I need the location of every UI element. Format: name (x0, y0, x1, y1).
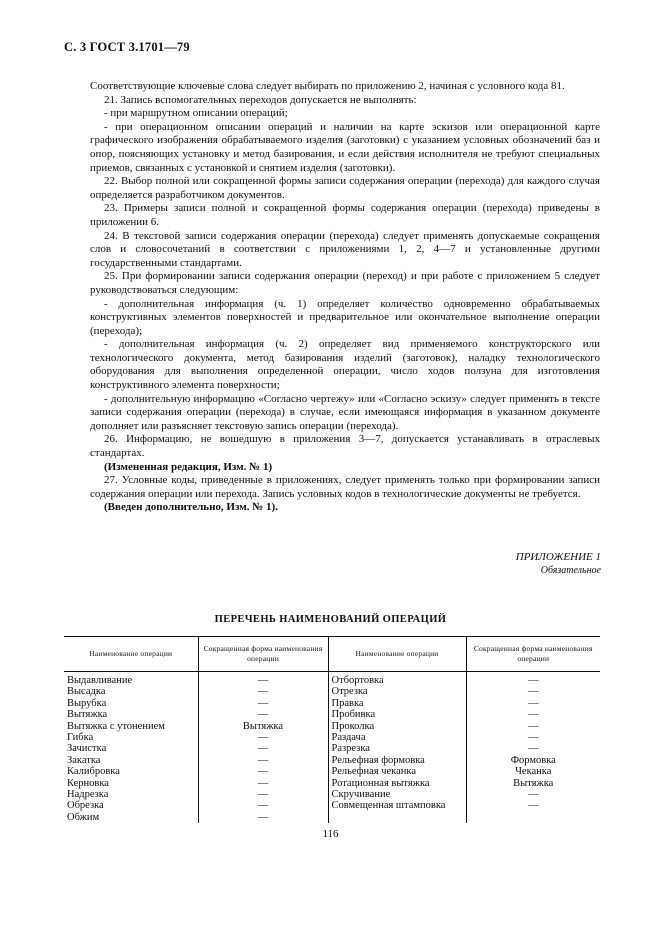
header-operation-name-2: Наименование операции (328, 637, 466, 672)
short-form-cell: — (198, 672, 328, 687)
short-form-cell: Формовка (466, 755, 600, 766)
paragraph: 25. При формировании записи содержания операции (переход) и при работе с приложением 5 следует руководствоваться следующим: (90, 270, 600, 296)
operation-name-cell: Рельефная чеканка (328, 766, 466, 777)
operation-name-cell: Обжим (67, 811, 100, 823)
paragraph: 21. Запись вспомогательных переходов допускается не выполнять: (104, 93, 417, 106)
operation-name-cell: Скручивание (328, 789, 466, 800)
short-form-cell: — (198, 766, 328, 777)
table-row (64, 672, 600, 687)
paragraph: - дополнительную информацию «Согласно чертежу» или «Согласно эскизу» следует применять в тексте записи содержания операции (перехода) в случае, если имеющаяся информация в указанном документе дополняет или разъясняет текстовую запись операции (перехода). (90, 392, 600, 432)
operation-name-cell: Вытяжка с утонением (67, 720, 165, 732)
table-body (64, 672, 600, 824)
appendix-title: ПРИЛОЖЕНИЕ 1 (515, 551, 601, 563)
paragraph: 27. Условные коды, приведенные в приложениях, следует применять только при формировании записи содержания операции или перехода. Запись условных кодов в технологические документы не требуется. (90, 474, 600, 500)
short-form-cell: — (466, 789, 600, 800)
operation-name-cell: Гибка (67, 732, 94, 744)
table-row (64, 698, 600, 709)
operation-name-cell: Раздача (328, 732, 466, 743)
short-form-cell: — (198, 755, 328, 766)
short-form-cell: — (466, 743, 600, 754)
operation-name-cell: Совмещенная штамповка (328, 800, 466, 811)
document-body (90, 80, 600, 515)
paragraph: (Введен дополнительно, Изм. № 1). (104, 501, 278, 514)
paragraph: - при операционном описании операций и наличии на карте эскизов или операционной карте графического изображения обрабатываемого изделия (заготовки) с указанием условных обозначений баз и опор, поясняющих установку и метод базирования, и если действия исполнителя не требуют специальных приемов, связанных с установкой и снятием изделия (заготовки). (90, 120, 600, 174)
operation-name-cell: Калибровка (67, 766, 120, 778)
short-form-cell: — (466, 686, 600, 697)
header-short-form-2: Сокращенная форма наименования операции (466, 637, 600, 672)
page-header: С. 3 ГОСТ 3.1701—79 (64, 40, 190, 54)
short-form-cell: — (198, 743, 328, 754)
operation-name-cell: Правка (328, 698, 466, 709)
short-form-cell: — (466, 698, 600, 709)
paragraph: 22. Выбор полной или сокращенной формы записи содержания операции (перехода) для каждого случая определяется разработчиком документов. (90, 175, 600, 201)
short-form-cell: — (198, 686, 328, 697)
table-title: ПЕРЕЧЕНЬ НАИМЕНОВАНИЙ ОПЕРАЦИЙ (214, 614, 447, 625)
operation-name-cell: Отбортовка (328, 672, 466, 687)
short-form-cell: — (198, 778, 328, 789)
table-row (64, 789, 600, 800)
paragraph: 26. Информацию, не вошедшую в приложения 3—7, допускается устанавливать в отраслевых стандартах. (90, 433, 600, 460)
short-form-cell: — (466, 721, 600, 732)
operation-name-cell: Вытяжка (67, 709, 108, 721)
short-form-cell: Вытяжка (198, 721, 328, 732)
paragraph: (Измененная редакция, Изм. № 1) (104, 460, 273, 473)
table-row (64, 755, 600, 766)
table-row (64, 709, 600, 720)
operation-name-cell: Вырубка (67, 697, 107, 709)
short-form-cell: — (198, 698, 328, 709)
header-operation-name-1: Наименование операции (64, 637, 198, 672)
paragraph: Соответствующие ключевые слова следует выбирать по приложению 2, начиная с условного кода 81. (90, 80, 565, 92)
table-row (64, 686, 600, 697)
operation-name-cell: Надрезка (67, 789, 109, 801)
table-row (64, 800, 600, 811)
short-form-cell: — (466, 800, 600, 811)
short-form-cell: — (198, 732, 328, 743)
header-short-form-1: Сокращенная форма наименования операции (198, 637, 328, 672)
page-number: 116 (322, 828, 339, 840)
operation-name-cell: Закатка (67, 754, 101, 766)
appendix-label (516, 551, 601, 577)
short-form-cell: Чеканка (466, 766, 600, 777)
short-form-cell: — (466, 709, 600, 720)
operation-name-cell: Рельефная формовка (328, 755, 466, 766)
paragraph: - при маршрутном описании операций; (104, 107, 288, 120)
operation-name-cell: Выдавливание (67, 675, 133, 686)
operation-name-cell: Ротационная вытяжка (328, 778, 466, 789)
short-form-cell: Вытяжка (466, 778, 600, 789)
operation-name-cell: Высадка (67, 686, 106, 698)
operation-name-cell (328, 812, 466, 823)
operation-name-cell: Керновка (67, 777, 109, 789)
paragraph: - дополнительная информация (ч. 1) определяет количество одновременно обрабатываемых конструктивных элементов поверхностей и предварительное или окончательное выполнение операции (перехода); (90, 297, 600, 337)
short-form-cell: — (198, 800, 328, 811)
short-form-cell: — (466, 672, 600, 687)
paragraph: 24. В текстовой записи содержания операции (перехода) следует применять допускаемые сокращения слов и словосочетаний в соответствии с приложениями 1, 2, 4—7 и установленные другими государственными стандартами. (90, 229, 600, 269)
operation-name-cell: Обрезка (67, 800, 104, 812)
operation-name-cell: Отрезка (328, 686, 466, 697)
table-header-row (64, 637, 600, 672)
paragraph: 23. Примеры записи полной и сокращенной формы содержания операции (перехода) приведены в приложении 6. (90, 202, 600, 228)
short-form-cell: — (198, 709, 328, 720)
short-form-cell: — (466, 732, 600, 743)
operation-name-cell: Разрезка (328, 743, 466, 754)
operation-name-cell: Проколка (328, 721, 466, 732)
operations-table (64, 636, 600, 823)
operation-name-cell: Пробивка (328, 709, 466, 720)
operation-name-cell: Зачистка (67, 743, 107, 755)
table-row (64, 778, 600, 789)
short-form-cell: — (198, 789, 328, 800)
short-form-cell: — (198, 812, 328, 823)
appendix-status: Обязательное (540, 565, 601, 576)
table-row (64, 812, 600, 823)
table-row (64, 743, 600, 754)
paragraph: - дополнительная информация (ч. 2) определяет вид применяемого конструкторского или технологического документа, метод базирования изделий (заготовок), наладку технологического оборудования для выполнения определенной операции, число ходов ползуна для изготовления конструктивного элемента поверхности; (90, 338, 600, 392)
table-row (64, 721, 600, 732)
table-row (64, 732, 600, 743)
table-row (64, 766, 600, 777)
short-form-cell (466, 812, 600, 823)
